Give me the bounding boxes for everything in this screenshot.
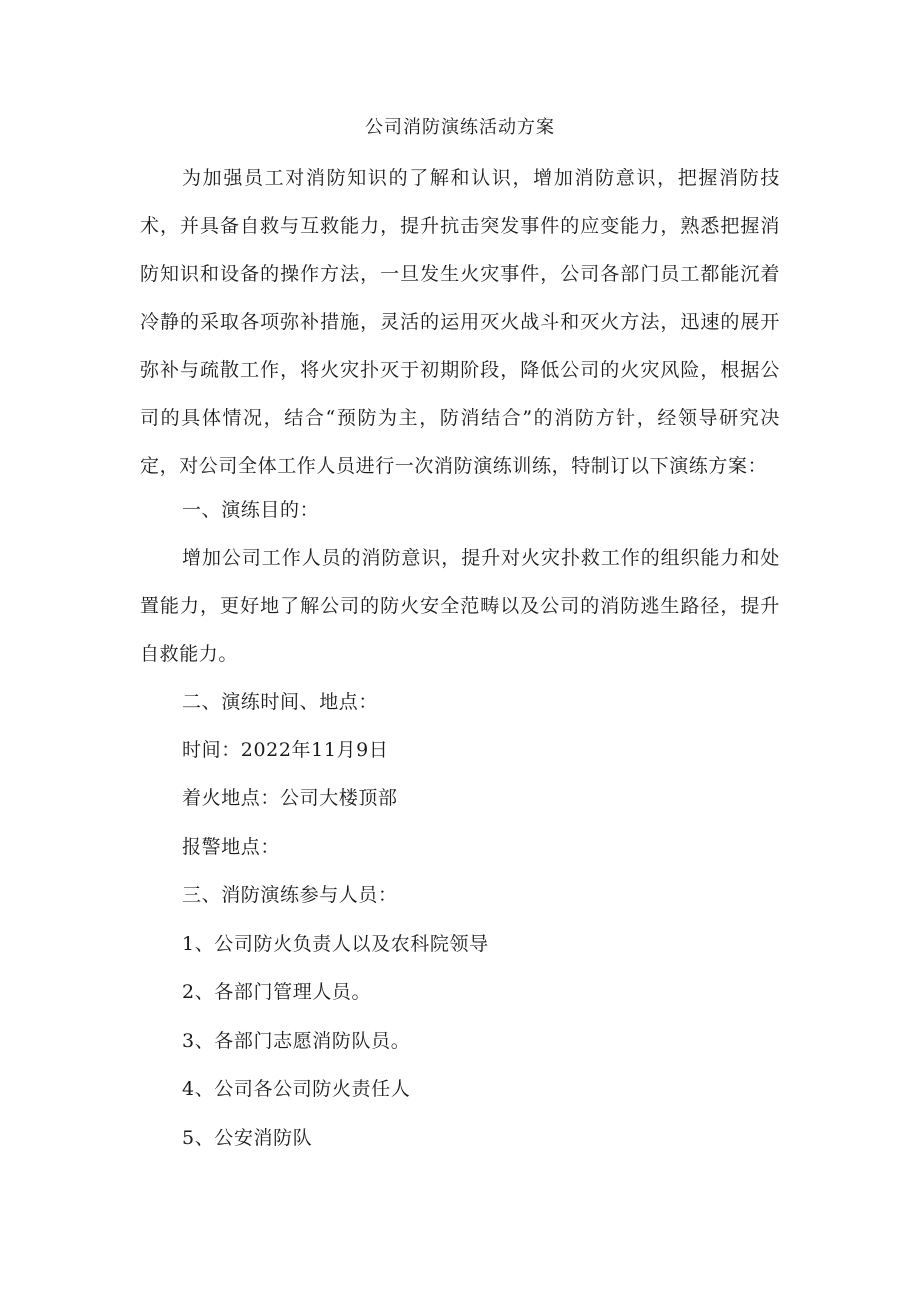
participant-item: 1、公司防火负责人以及农科院领导 (182, 933, 489, 955)
purpose-paragraph: 增加公司工作人员的消防意识，提升对火灾扑救工作的组织能力和处置能力，更好地了解公司的防火安全范畴以及公司的消防逃生路径，提升自救能力。 (140, 547, 780, 665)
participant-item: 5、公安消防队 (182, 1127, 313, 1149)
alarm-location-line: 报警地点： (182, 836, 281, 858)
section-heading-participants: 三、消防演练参与人员： (182, 884, 398, 906)
section-heading-purpose: 一、演练目的： (182, 499, 320, 521)
section-heading-time-place: 二、演练时间、地点： (182, 691, 379, 713)
fire-location-line: 着火地点：公司大楼顶部 (182, 787, 398, 809)
participant-item: 4、公司各公司防火责任人 (182, 1078, 411, 1100)
document-title: 公司消防演练活动方案 (365, 117, 555, 138)
participant-item: 3、各部门志愿消防队员。 (182, 1030, 411, 1052)
intro-paragraph: 为加强员工对消防知识的了解和认识，增加消防意识，把握消防技术，并具备自救与互救能力，提升抗击突发事件的应变能力，熟悉把握消防知识和设备的操作方法，一旦发生火灾事件，公司各部门员工都能沉着冷静的采取各项弥补措施，灵活的运用灭火战斗和灭火方法，迅速的展开弥补与疏散工作，将火灾扑灭于初期阶段，降低公司的火灾风险，根据公司的具体情况，结合“预防为主，防消结合”的消防方针，经领导研究决定，对公司全体工作人员进行一次消防演练训练，特制订以下演练方案： (140, 167, 780, 477)
time-line: 时间：2022年11月9日 (182, 739, 389, 761)
participant-item: 2、各部门管理人员。 (182, 981, 372, 1003)
